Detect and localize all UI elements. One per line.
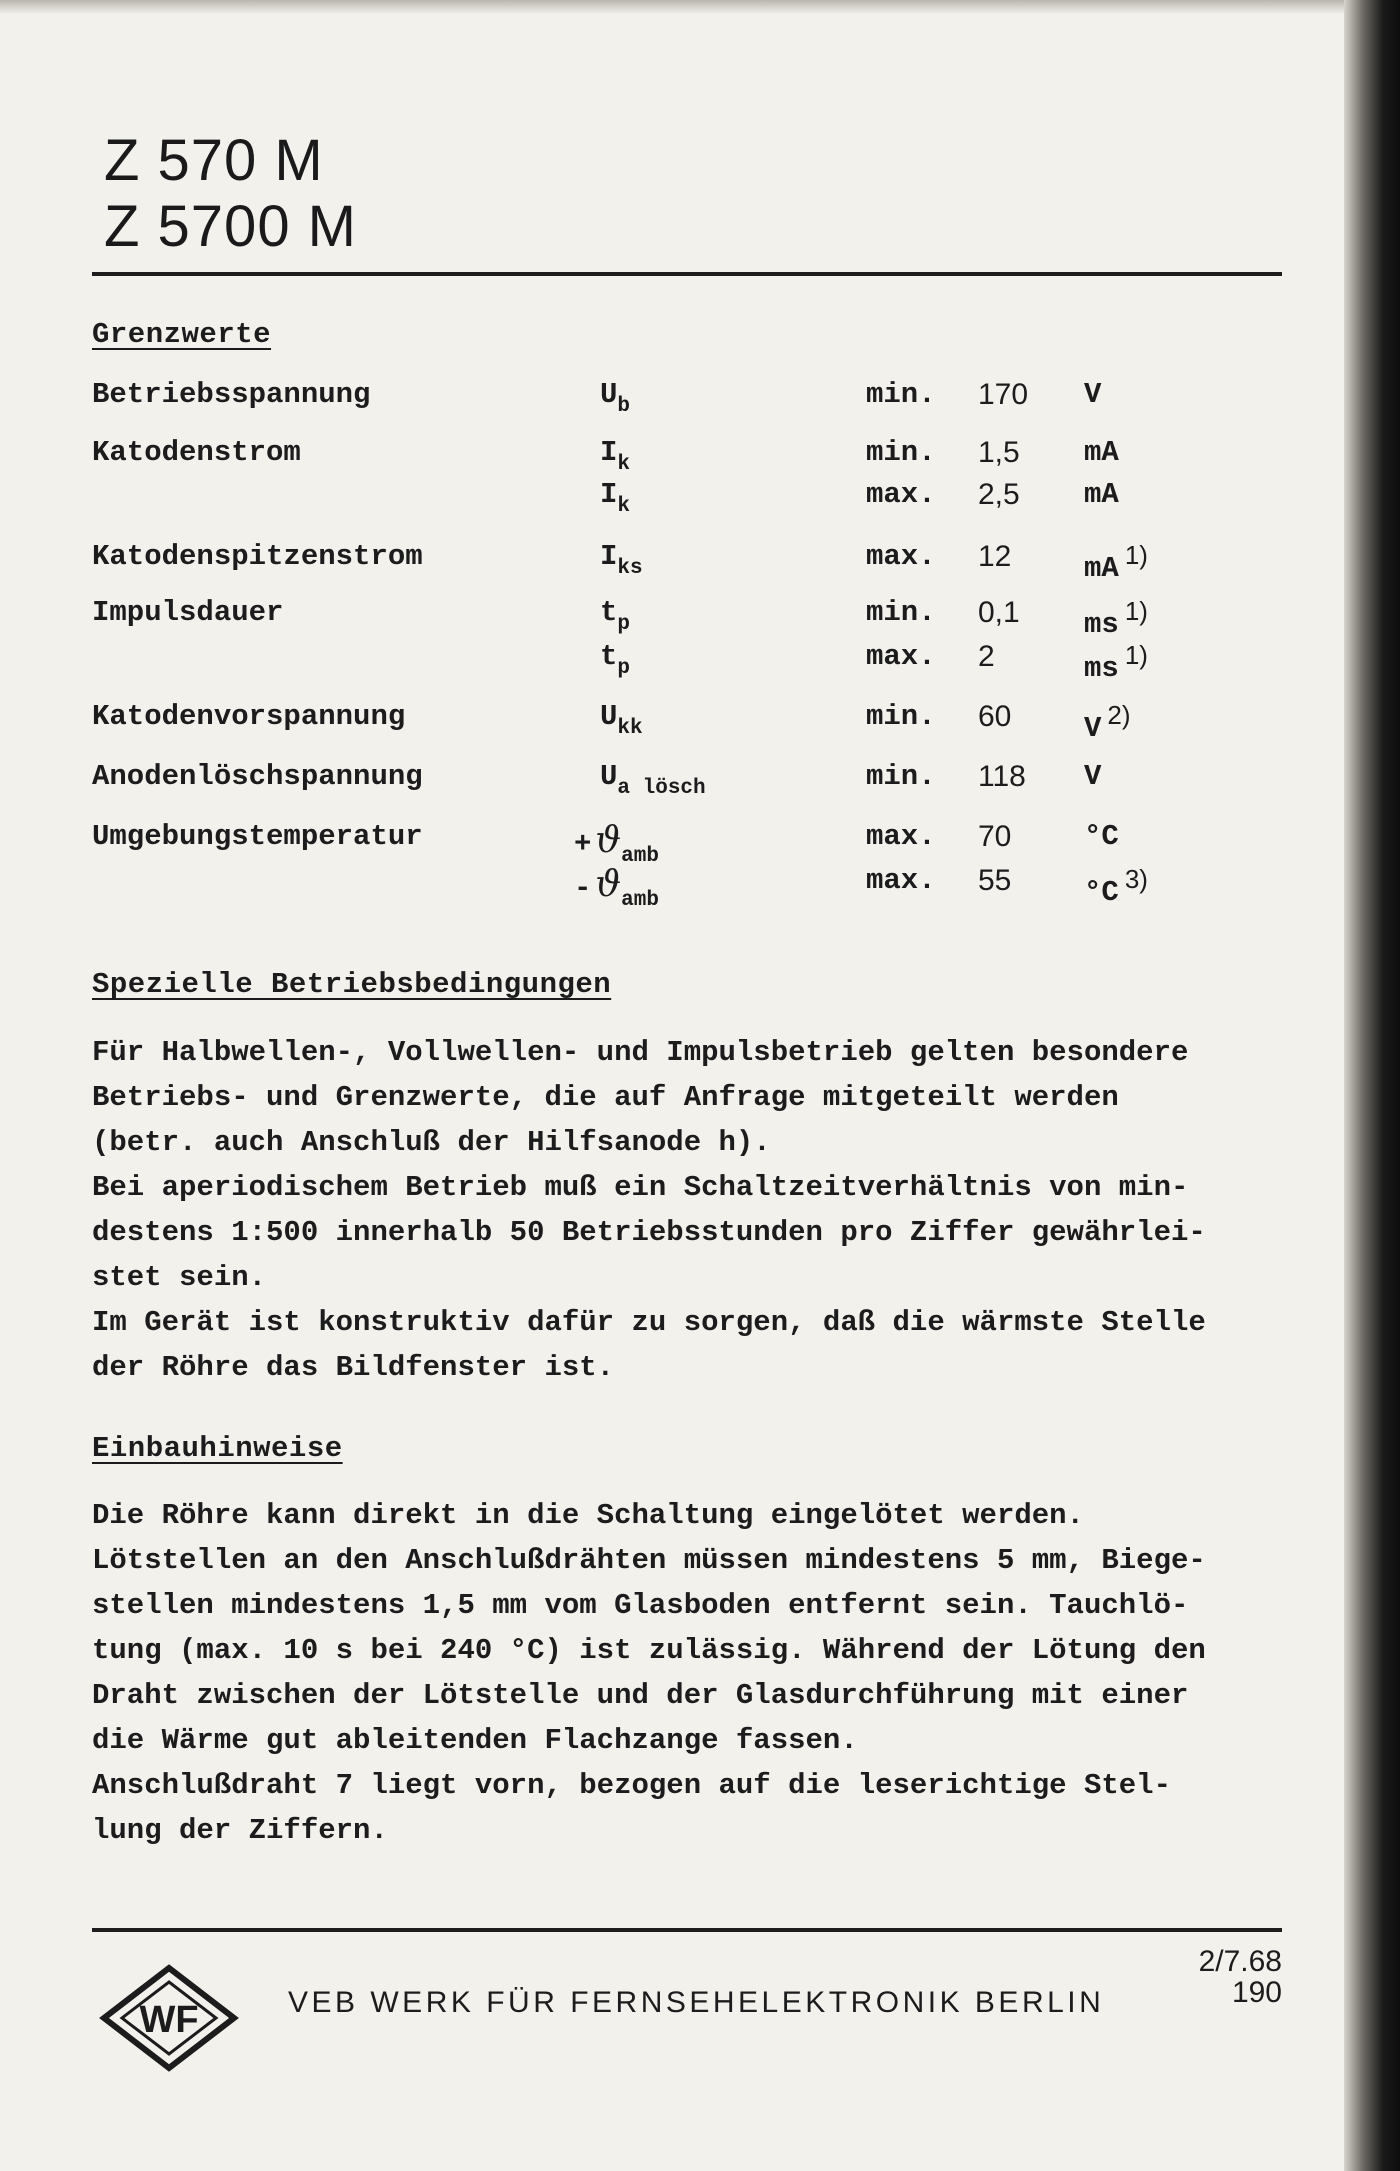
- footnote-ref: 2): [1107, 700, 1131, 730]
- page-number: 190: [1231, 1976, 1282, 2009]
- wf-logo: [98, 1962, 240, 2074]
- symbol-letter: U: [600, 700, 618, 733]
- parameter-symbol: [600, 478, 630, 518]
- parameter-name: Umgebungstemperatur: [92, 820, 423, 853]
- limit-value: 1,5: [978, 436, 1020, 469]
- symbol-subscript: k: [617, 453, 631, 476]
- limit-qualifier: min.: [866, 436, 936, 469]
- parameter-symbol: [600, 378, 630, 418]
- parameter-symbol: [600, 540, 643, 580]
- limit-value: 118: [978, 760, 1026, 793]
- symbol-subscript: a lösch: [617, 777, 706, 800]
- limit-qualifier: min.: [866, 760, 936, 793]
- company-name: VEB WERK FÜR FERNSEHELEKTRONIK BERLIN: [288, 1986, 1105, 2019]
- limit-value: 0,1: [978, 596, 1020, 629]
- limit-qualifier: min.: [866, 596, 936, 629]
- symbol-letter: U: [600, 760, 618, 793]
- unit-text: V: [1084, 760, 1102, 793]
- unit-text: ms: [1084, 608, 1119, 641]
- symbol-subscript: kk: [617, 717, 643, 740]
- unit-text: °C: [1084, 820, 1119, 853]
- limit-unit: [1084, 864, 1148, 909]
- parameter-name: Katodenvorspannung: [92, 700, 406, 733]
- symbol-letter: t: [600, 596, 618, 629]
- limit-value: 2,5: [978, 478, 1020, 511]
- logo-text: WF: [139, 1999, 199, 2041]
- parameter-name: Impulsdauer: [92, 596, 284, 629]
- limit-unit: [1084, 700, 1131, 745]
- unit-text: mA: [1084, 478, 1119, 511]
- header: [104, 128, 357, 260]
- symbol-letter: I: [600, 540, 618, 573]
- limit-value: 170: [978, 378, 1029, 411]
- parameter-symbol: [600, 760, 706, 800]
- unit-text: °C: [1084, 876, 1119, 909]
- limit-qualifier: max.: [866, 820, 936, 853]
- symbol-sign: +: [574, 828, 592, 861]
- unit-text: mA: [1084, 552, 1119, 585]
- symbol-subscript: amb: [621, 845, 659, 868]
- symbol-sign: -: [574, 872, 592, 905]
- unit-text: V: [1084, 712, 1102, 745]
- symbol-subscript: p: [617, 613, 631, 636]
- special-text: Für Halbwellen-, Vollwellen- und Impulsbetrieb gelten besondere Betriebs- und Grenzwerte, die auf Anfrage mitgeteilt werden (betr. auch Anschluß der Hilfsanode h). Bei aperiodischem Betrieb muß ein Schaltzeitverhältnis von min- destens 1:500 innerhalb 50 Betriebsstunden pro Ziffer gewährlei- stet sein. Im Gerät ist konstruktiv dafür zu sorgen, daß die wärmste Stelle der Röhre das Bildfenster ist.: [92, 1036, 1206, 1384]
- parameter-name: Anodenlöschspannung: [92, 760, 423, 793]
- limit-qualifier: max.: [866, 864, 936, 897]
- parameter-name: Betriebsspannung: [92, 378, 371, 411]
- symbol-letter: I: [600, 478, 618, 511]
- parameter-symbol: [600, 640, 630, 680]
- limits-heading: Grenzwerte: [92, 318, 272, 351]
- symbol-subscript: p: [617, 657, 631, 680]
- symbol-letter: t: [600, 640, 618, 673]
- footer-rule: [92, 1928, 1282, 1932]
- limit-unit: [1084, 820, 1119, 853]
- footer-reference: [1199, 1946, 1282, 2008]
- limit-qualifier: max.: [866, 640, 936, 673]
- limit-value: 70: [978, 820, 1012, 853]
- footnote-ref: 1): [1124, 540, 1148, 570]
- parameter-name: Katodenstrom: [92, 436, 301, 469]
- page-title-1: Z 570 M: [104, 128, 324, 193]
- limit-qualifier: max.: [866, 540, 936, 573]
- footnote-ref: 1): [1124, 596, 1148, 626]
- parameter-name: Katodenspitzenstrom: [92, 540, 423, 573]
- limit-qualifier: max.: [866, 478, 936, 511]
- limit-unit: [1084, 478, 1119, 511]
- limit-unit: [1084, 596, 1148, 641]
- unit-text: mA: [1084, 436, 1119, 469]
- mounting-text: Die Röhre kann direkt in die Schaltung eingelötet werden. Lötstellen an den Anschlußdrähten müssen mindestens 5 mm, Biege- stellen mindestens 1,5 mm vom Glasboden entfernt sein. Tauchlö- tung (max. 10 s bei 240 °C) ist zulässig. Während der Lötung den Draht zwischen der Lötstelle und der Glasdurchführung mit einer die Wärme gut ableitenden Flachzange fassen. Anschlußdraht 7 liegt vorn, bezogen auf die leserichtige Stel- lung der Ziffern.: [92, 1499, 1206, 1847]
- unit-text: ms: [1084, 652, 1119, 685]
- limit-unit: [1084, 640, 1148, 685]
- limit-value: 2: [978, 640, 995, 673]
- mounting-heading: Einbauhinweise: [92, 1432, 343, 1465]
- limit-value: 12: [978, 540, 1012, 573]
- symbol-letter: U: [600, 378, 618, 411]
- symbol-letter: ϑ: [595, 820, 622, 861]
- limit-unit: [1084, 436, 1119, 469]
- symbol-subscript: ks: [617, 557, 643, 580]
- symbol-subscript: amb: [621, 889, 659, 912]
- header-rule: [92, 272, 1282, 276]
- symbol-subscript: k: [617, 495, 631, 518]
- limit-unit: [1084, 378, 1101, 411]
- symbol-subscript: b: [617, 395, 631, 418]
- limit-unit: [1084, 760, 1101, 793]
- page-title-2: Z 5700 M: [104, 194, 357, 259]
- parameter-symbol: [600, 596, 630, 636]
- unit-text: V: [1084, 378, 1102, 411]
- scan-top-edge: [0, 0, 1400, 14]
- parameter-symbol: [574, 864, 659, 912]
- limit-value: 55: [978, 864, 1012, 897]
- scan-page-edge: [1344, 0, 1400, 2171]
- parameter-symbol: [574, 820, 659, 868]
- issue-date: 2/7.68: [1198, 1945, 1282, 1978]
- limit-qualifier: min.: [866, 700, 936, 733]
- limit-value: 60: [978, 700, 1012, 733]
- footnote-ref: 1): [1124, 640, 1148, 670]
- parameter-symbol: [600, 700, 643, 740]
- limit-qualifier: min.: [866, 378, 936, 411]
- parameter-symbol: [600, 436, 630, 476]
- symbol-letter: I: [600, 436, 618, 469]
- symbol-letter: ϑ: [595, 864, 622, 905]
- special-heading: Spezielle Betriebsbedingungen: [92, 968, 612, 1001]
- footnote-ref: 3): [1124, 864, 1148, 894]
- limit-unit: [1084, 540, 1148, 585]
